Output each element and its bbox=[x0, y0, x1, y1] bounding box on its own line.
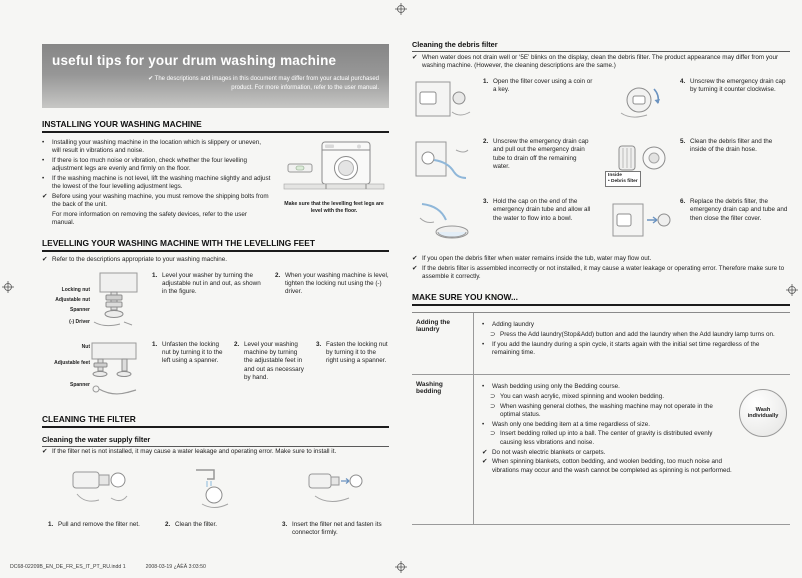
list-item bbox=[490, 331, 784, 339]
list-item-text: You can wash acrylic, mixed spinning and woolen bedding. bbox=[500, 392, 664, 400]
note-text: If the debris filter is assembled incorrectly or not installed, it may cause a water leakage or operating error. Therefore make sure to assemble it correctly. bbox=[422, 264, 785, 281]
step-text: Hold the cap on the end of the emergency drain tube and allow all the water to flow into a bowl. bbox=[493, 198, 591, 222]
debris-step-5-figure bbox=[609, 138, 675, 189]
installing-bullets bbox=[42, 137, 271, 227]
levelling-row-2 bbox=[42, 341, 389, 403]
step-number: 1. bbox=[152, 271, 158, 279]
section-heading-debris-filter: Cleaning the debris filter bbox=[412, 40, 790, 52]
step bbox=[680, 138, 790, 189]
replace-debris-filter-illustration bbox=[609, 198, 673, 244]
step-text: Replace the debris filter, the emergency drain cap and tube and then close the filter cover. bbox=[690, 198, 788, 222]
debris-step-3 bbox=[412, 198, 593, 249]
drain-into-bowl-illustration bbox=[412, 198, 476, 244]
step-text: When your washing machine is level, tighten the locking nut using the (-) driver. bbox=[285, 271, 389, 296]
badge-text: Wash individually bbox=[747, 406, 779, 420]
sub-arrow-icon: ⊃ bbox=[490, 430, 496, 438]
banner-subtitle: ✔ The descriptions and images in this document may differ from your actual purchased product. For more information, refer to the user manual. bbox=[148, 76, 379, 91]
list-item-text: Adding laundry bbox=[492, 320, 535, 328]
step-number: 3. bbox=[483, 198, 489, 206]
registration-mark-icon bbox=[395, 2, 407, 14]
levelling-steps-1 bbox=[152, 272, 389, 334]
step-text: Level your washer by turning the adjustable nut in and out, as shown in the figure. bbox=[162, 271, 261, 296]
step-number: 6. bbox=[680, 198, 686, 206]
diagram-label: Adjustable nut bbox=[55, 296, 90, 303]
table-row bbox=[412, 313, 790, 375]
list-item-text: If you add the laundry during a spin cycle, it starts again with the initial set time regardless of the remaining time. bbox=[492, 340, 760, 356]
unscrew-drain-cap-illustration bbox=[412, 138, 476, 184]
step-number: 3. bbox=[316, 340, 322, 348]
levelling-steps-2 bbox=[152, 341, 389, 403]
wash-individually-badge bbox=[739, 389, 787, 437]
bullet-icon: • bbox=[482, 320, 485, 328]
step-text: Clean the debris filter and the inside of the drain hose. bbox=[690, 138, 773, 154]
page-title: useful tips for your drum washing machine bbox=[52, 53, 337, 68]
print-footer bbox=[10, 564, 206, 570]
list-item bbox=[42, 139, 271, 156]
diagram-label: Spanner bbox=[69, 306, 90, 313]
step-number: 5. bbox=[680, 138, 686, 146]
check-icon: ✔ bbox=[482, 448, 488, 456]
row-content bbox=[474, 375, 790, 524]
debris-step-4-figure bbox=[609, 78, 675, 129]
list-item-text: Insert bedding rolled up into a ball. The center of gravity is distributed evenly causing less vibrations and noise. bbox=[500, 430, 713, 446]
diagram-label: Nut bbox=[81, 343, 90, 350]
section-heading-make-sure: MAKE SURE YOU KNOW... bbox=[412, 292, 790, 306]
list-item-text: For more information on removing the safety devices, refer to the user manual. bbox=[52, 210, 247, 227]
debris-step-6-figure bbox=[609, 198, 675, 249]
filter-step-1 bbox=[48, 464, 149, 537]
step-text: Insert the filter net and fasten its connector firmly. bbox=[292, 520, 382, 536]
step bbox=[316, 341, 389, 403]
row-content bbox=[474, 313, 790, 374]
note-text: If the filter net is not installed, it may cause a water leakage and operating error. Make sure to install it. bbox=[52, 448, 337, 456]
list-item bbox=[482, 421, 732, 429]
note-text: Refer to the descriptions appropriate to your washing machine. bbox=[52, 256, 228, 264]
debris-step-3-figure bbox=[412, 198, 478, 249]
diagram-label: Locking nut bbox=[61, 286, 90, 293]
section-heading-levelling: LEVELLING YOUR WASHING MACHINE WITH THE LEVELLING FEET bbox=[42, 238, 389, 252]
step bbox=[483, 138, 593, 189]
list-item-text: When spinning blankets, cotton bedding, and woolen bedding, too much noise and vibrations may occur and the wash cannot be completed as spinning is not performed. bbox=[492, 458, 732, 474]
title-banner bbox=[42, 44, 389, 108]
inside-label-title: Inside bbox=[608, 173, 622, 179]
debris-step-2 bbox=[412, 138, 593, 189]
bullet-icon: • bbox=[42, 138, 45, 146]
footer-filename: DC68-02209B_EN_DE_FR_ES_IT_PT_RU.indd 1 bbox=[10, 564, 126, 570]
adjustable-nut-diagram bbox=[90, 272, 138, 330]
levelling-diagram-2 bbox=[42, 341, 142, 403]
bullet-icon: • bbox=[482, 382, 485, 390]
bullet-icon: • bbox=[482, 340, 485, 348]
step-text: Clean the filter. bbox=[175, 520, 218, 528]
right-column bbox=[412, 40, 790, 525]
make-sure-table bbox=[412, 312, 790, 525]
step bbox=[483, 198, 593, 249]
step bbox=[275, 272, 389, 334]
list-item bbox=[482, 321, 784, 329]
list-item bbox=[482, 458, 732, 475]
step-text: Open the filter cover using a coin or a key. bbox=[493, 78, 593, 94]
list-item bbox=[482, 341, 784, 358]
filter-step-2 bbox=[165, 464, 266, 537]
left-column bbox=[42, 44, 389, 537]
list-item bbox=[42, 193, 271, 210]
note-text: If you open the debris filter when water remains inside the tub, water may flow out. bbox=[422, 255, 652, 263]
step-number: 2. bbox=[483, 138, 489, 146]
registration-mark-icon bbox=[2, 280, 14, 292]
check-icon: ✔ bbox=[412, 255, 418, 263]
figure-caption: Make sure that the levelling feet legs are level with the floor. bbox=[284, 201, 384, 214]
step-number: 1. bbox=[152, 340, 158, 348]
list-item-text: Wash bedding using only the Bedding course. bbox=[492, 382, 620, 390]
list-item bbox=[42, 157, 271, 174]
step-text: Pull and remove the filter net. bbox=[58, 520, 140, 528]
step bbox=[282, 521, 383, 537]
footer-timestamp: 2008-03-19 ¿ÀÈÄ 3:03:50 bbox=[145, 564, 206, 570]
insert-filter-net-illustration bbox=[301, 464, 365, 512]
step-number: 3. bbox=[282, 520, 288, 528]
levelling-row-1 bbox=[42, 272, 389, 334]
note-line bbox=[42, 256, 389, 264]
pull-filter-net-illustration bbox=[67, 464, 131, 512]
check-icon: ✔ bbox=[42, 256, 48, 264]
list-item bbox=[482, 383, 732, 391]
list-item-text: When washing general clothes, the washing machine may not operate in the optimal status. bbox=[500, 402, 713, 418]
debris-step-6 bbox=[609, 198, 790, 249]
diagram-label: (-) Driver bbox=[69, 318, 90, 325]
list-item-text: Before using your washing machine, you must remove the shipping bolts from the back of the unit. bbox=[52, 192, 269, 209]
note-line bbox=[412, 265, 790, 282]
debris-step-1-figure bbox=[412, 78, 478, 129]
step-text: Level your washing machine by turning the adjustable feet in and out as necessary by hand. bbox=[244, 340, 304, 381]
step bbox=[152, 272, 266, 334]
registration-mark-icon bbox=[395, 560, 407, 572]
water-filter-steps bbox=[42, 464, 389, 537]
diagram-label: Adjustable feet bbox=[54, 359, 90, 366]
step-text: Unscrew the emergency drain cap and pull out the emergency drain tube to drain off the remaining water. bbox=[493, 138, 589, 170]
list-item-text: If the washing machine is not level, lift the washing machine slightly and adjust the lowest of the four levelling adjustment legs. bbox=[52, 174, 271, 190]
sub-arrow-icon: ⊃ bbox=[490, 330, 496, 338]
debris-filter-steps bbox=[412, 78, 790, 249]
list-item-text: Wash only one bedding item at a time regardless of size. bbox=[492, 420, 650, 428]
table-row bbox=[412, 375, 790, 525]
step bbox=[680, 78, 790, 129]
installing-figure bbox=[279, 137, 389, 227]
subheading-water-supply-filter: Cleaning the water supply filter bbox=[42, 435, 389, 447]
debris-step-4 bbox=[609, 78, 790, 129]
list-item bbox=[482, 449, 732, 457]
step-number: 1. bbox=[483, 78, 489, 86]
spacer bbox=[42, 211, 49, 228]
note-text: When water does not drain well or ‘5E’ blinks on the display, clean the debris filter. The product appearance may differ from your washing machine. (However, the cleaning descriptions are the same.) bbox=[422, 53, 779, 69]
step-number: 2. bbox=[165, 520, 171, 528]
list-item-text: Installing your washing machine in the location which is slippery or uneven, will result in vibrations and noise. bbox=[52, 138, 261, 154]
step-number: 4. bbox=[680, 78, 686, 86]
installing-section bbox=[42, 137, 389, 227]
debris-step-1 bbox=[412, 78, 593, 129]
step bbox=[165, 521, 266, 529]
inside-label-item: • Debris filter bbox=[608, 179, 638, 185]
step-number: 2. bbox=[275, 271, 281, 279]
bullet-icon: • bbox=[482, 420, 485, 428]
list-item-text: If there is too much noise or vibration, check whether the four levelling adjustment legs are evenly and firmly on the floor. bbox=[52, 156, 247, 172]
step bbox=[234, 341, 307, 403]
step-text: Unfasten the locking nut by turning it to the left using a spanner. bbox=[162, 340, 223, 365]
step bbox=[152, 341, 225, 403]
check-icon: ✔ bbox=[412, 264, 418, 272]
step-text: Fasten the locking nut by turning it to the right using a spanner. bbox=[326, 340, 388, 365]
check-icon: ✔ bbox=[42, 192, 48, 200]
step bbox=[680, 198, 790, 249]
diagram-label: Spanner bbox=[69, 381, 90, 388]
sub-arrow-icon: ⊃ bbox=[490, 402, 496, 410]
section-heading-installing: INSTALLING YOUR WASHING MACHINE bbox=[42, 119, 389, 133]
bullet-icon: • bbox=[42, 174, 45, 182]
note-line bbox=[412, 255, 790, 263]
step bbox=[48, 521, 149, 529]
bullet-icon: • bbox=[42, 156, 45, 164]
list-item bbox=[42, 211, 271, 228]
list-item-text: Press the Add laundry(Stop&Add) button and add the laundry when the Add laundry lamp turns on. bbox=[500, 330, 775, 338]
sub-arrow-icon: ⊃ bbox=[490, 392, 496, 400]
step bbox=[483, 78, 593, 129]
list-item bbox=[42, 175, 271, 192]
check-icon: ✔ bbox=[42, 448, 48, 456]
step-number: 1. bbox=[48, 520, 54, 528]
debris-step-5 bbox=[609, 138, 790, 189]
step-text: Unscrew the emergency drain cap by turning it counter clockwise. bbox=[690, 78, 786, 94]
step-number: 2. bbox=[234, 340, 240, 348]
list-item bbox=[490, 393, 732, 401]
note-line bbox=[412, 54, 790, 71]
row-label: Washing bedding bbox=[412, 375, 474, 524]
debris-step-2-figure bbox=[412, 138, 478, 189]
row-label: Adding the laundry bbox=[412, 313, 474, 374]
clean-filter-illustration bbox=[184, 464, 248, 512]
list-item bbox=[490, 403, 732, 420]
section-heading-cleaning-filter: CLEANING THE FILTER bbox=[42, 414, 389, 428]
note-line bbox=[42, 448, 389, 456]
open-filter-cover-illustration bbox=[412, 78, 476, 124]
check-icon: ✔ bbox=[482, 458, 488, 466]
unscrew-counterclockwise-illustration bbox=[609, 78, 673, 124]
filter-step-3 bbox=[282, 464, 383, 537]
adjustable-feet-diagram bbox=[86, 341, 138, 401]
levelling-diagram-1 bbox=[42, 272, 142, 334]
washing-machine-illustration bbox=[282, 140, 386, 194]
list-item bbox=[490, 430, 732, 447]
list-item-text: Do not wash electric blankets or carpets. bbox=[492, 448, 606, 456]
check-icon: ✔ bbox=[412, 53, 418, 61]
inside-debris-filter-label bbox=[605, 171, 641, 187]
